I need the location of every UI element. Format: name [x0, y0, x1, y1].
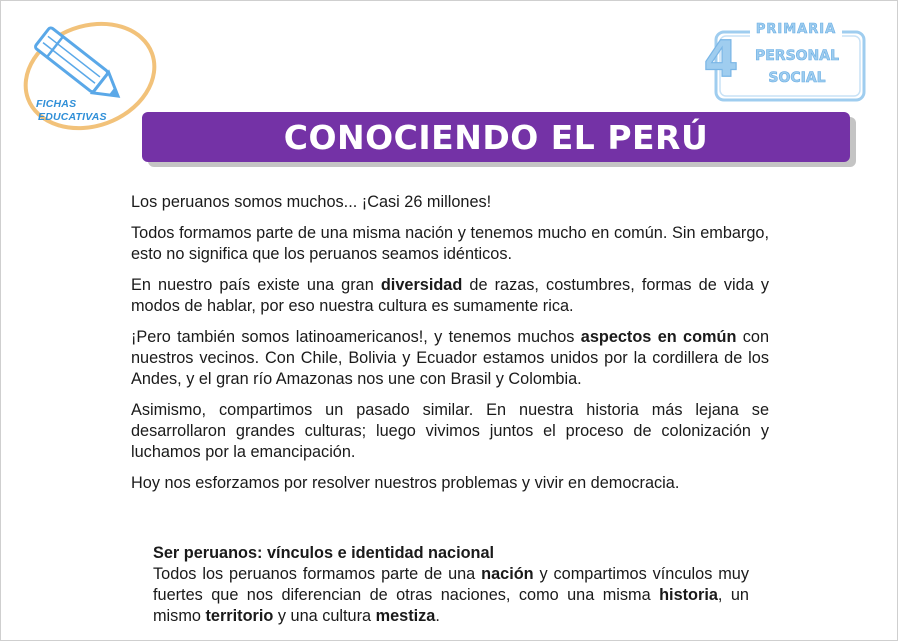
badge-area-line1: PERSONAL — [754, 48, 840, 64]
text-run: Hoy nos esforzamos por resolver nuestros problemas y vivir en democracia. — [131, 474, 680, 492]
paragraph-1 — [131, 192, 769, 213]
text-run: y una cultura — [273, 607, 376, 625]
text-run: , un mismo — [153, 586, 749, 625]
bold-term: mestiza — [375, 607, 436, 625]
badge-area-line2: SOCIAL — [768, 70, 826, 86]
bold-term: territorio — [205, 607, 274, 625]
info-box-title: Ser peruanos: vínculos e identidad nacional — [153, 544, 495, 562]
logo-text-line2: EDUCATIVAS — [38, 111, 107, 123]
bold-term: historia — [659, 586, 718, 604]
paragraph-6 — [131, 473, 769, 494]
info-box — [153, 543, 749, 627]
text-run: ¡Pero también somos latinoamericanos!, y tenemos muchos — [131, 328, 581, 346]
text-run: Todos formamos parte de una misma nación y tenemos mucho en común. Sin embargo, esto no significa que los peruanos seamos idénticos. — [131, 224, 769, 263]
bold-term: diversidad — [380, 276, 463, 294]
body-text — [131, 192, 769, 504]
paragraph-4 — [131, 327, 769, 390]
paragraph-2 — [131, 223, 769, 265]
text-run: con nuestros vecinos. Con Chile, Bolivia y Ecuador estamos unidos por la cordillera de los Andes, y el gran río Amazonas nos une con Brasil y Colombia. — [131, 328, 769, 388]
paragraph-3 — [131, 275, 769, 317]
info-box-text — [153, 564, 749, 627]
paragraph-5 — [131, 400, 769, 463]
text-run: y compartimos vínculos muy fuertes que nos diferencian de otras naciones, como una misma — [153, 565, 749, 604]
text-run: . — [435, 607, 440, 625]
text-run: Asimismo, compartimos un pasado similar. En nuestra historia más lejana se desarrollaron grandes culturas; luego vivimos juntos el proceso de colonización y luchamos por la emancipación. — [131, 401, 769, 461]
page-title: CONOCIENDO EL PERÚ — [283, 117, 709, 157]
badge-grade-number: 4 — [703, 30, 739, 88]
text-run: En nuestro país existe una gran — [131, 276, 381, 294]
text-run: de razas, costumbres, formas de vida y modos de hablar, por eso nuestra cultura es sumamente rica. — [131, 276, 769, 315]
text-run: Los peruanos somos muchos... ¡Casi 26 millones! — [131, 193, 492, 211]
title-banner — [142, 112, 850, 162]
badge-level: PRIMARIA — [750, 22, 842, 37]
bold-term: aspectos en común — [580, 328, 737, 346]
text-run: Todos los peruanos formamos parte de una — [153, 565, 482, 583]
logo-text-line1: FICHAS — [36, 98, 77, 110]
bold-term: nación — [481, 565, 534, 583]
